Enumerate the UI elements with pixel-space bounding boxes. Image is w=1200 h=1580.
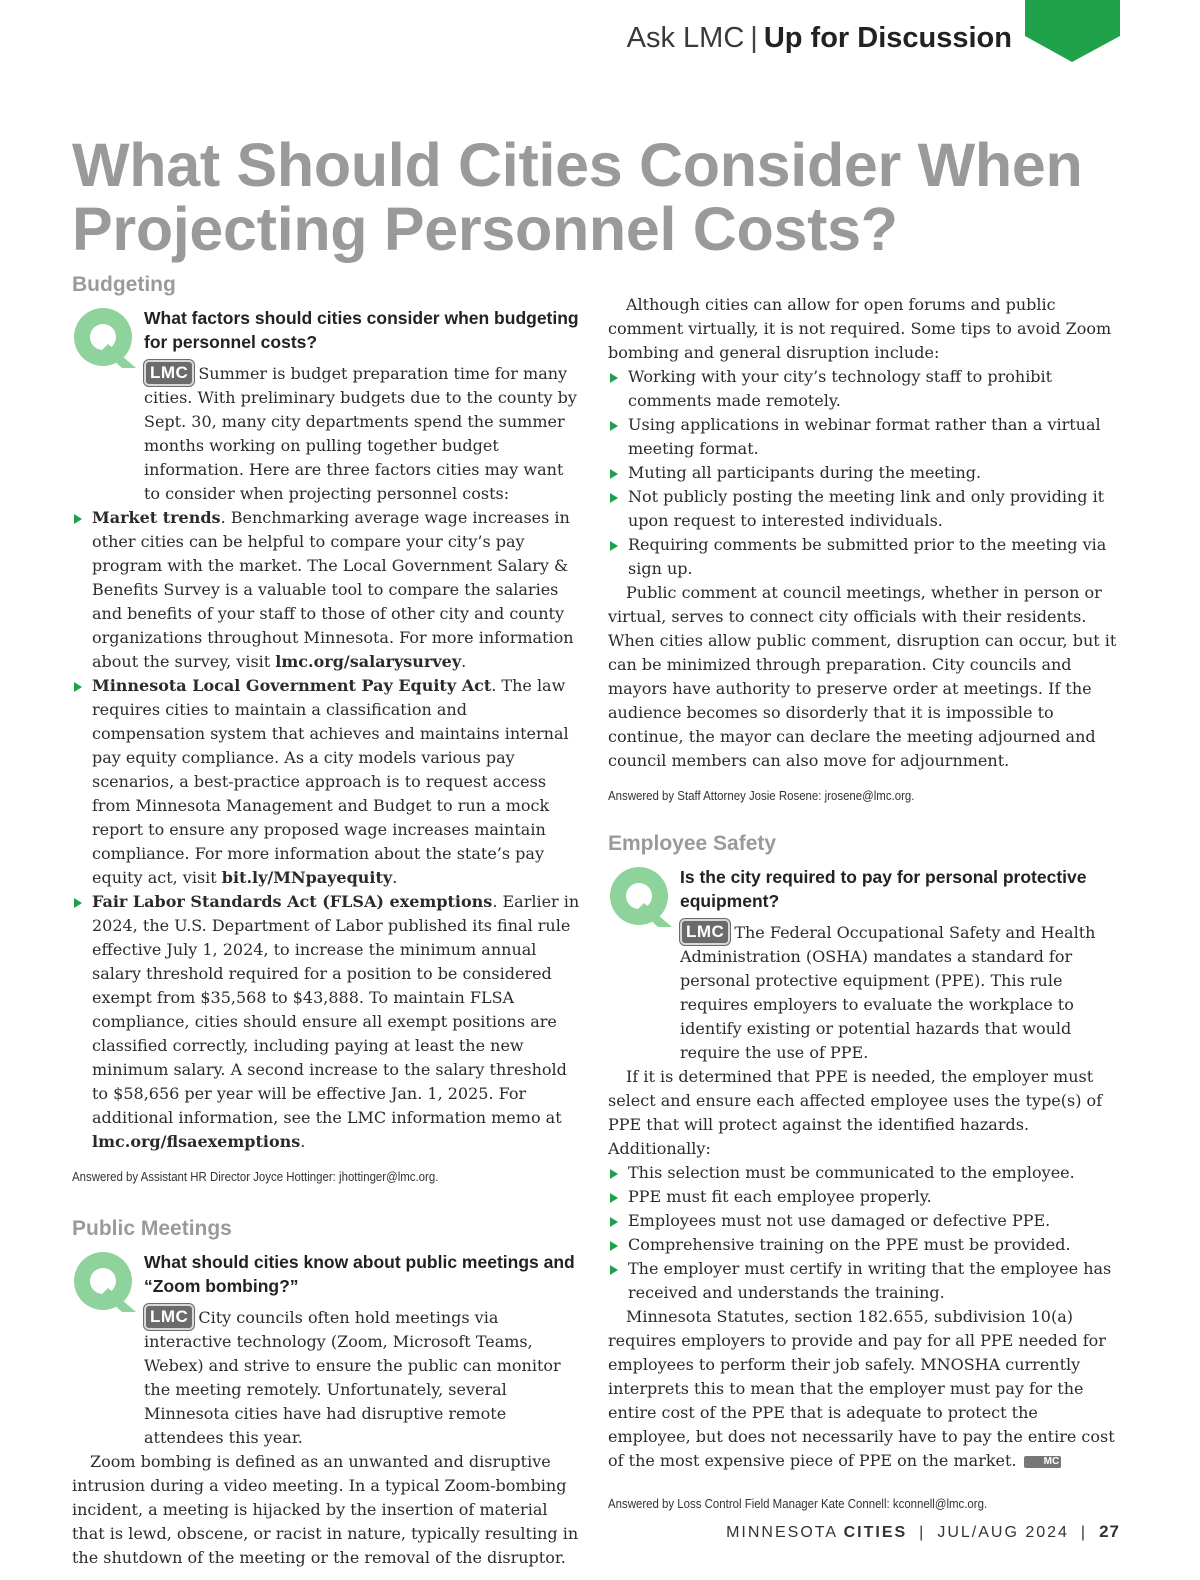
employee-safety-section <box>608 831 1120 1513</box>
budgeting-section <box>72 272 580 1186</box>
lmc-badge: LMC <box>144 1304 194 1330</box>
header-section: Ask LMC <box>626 22 745 54</box>
public-meetings-question-text: What should cities know about public meetings and “Zoom bombing?” <box>144 1252 575 1296</box>
list-item: Not publicly posting the meeting link and only providing it upon request to interested individuals. <box>608 485 1120 533</box>
end-mark-icon: MC <box>1024 1456 1062 1468</box>
budgeting-factors-list <box>72 506 580 1154</box>
employee-safety-title: Employee Safety <box>608 832 777 855</box>
list-item-end: . <box>461 652 467 671</box>
q-letter-icon <box>72 304 138 370</box>
public-meetings-section <box>72 1216 580 1570</box>
header-title: Up for Discussion <box>763 22 1012 54</box>
public-meetings-title: Public Meetings <box>72 1217 232 1240</box>
zoom-bombing-paragraph: Zoom bombing is defined as an unwanted and disruptive intrusion during a video meeting. In a typical Zoom-bombing incident, a meeting is hijacked by the insertion of material that is lewd, obscene, or racist in nature, typically resulting in the shutdown of the meeting or the removal of the disruptor. <box>72 1452 579 1567</box>
right-column <box>608 293 1120 1513</box>
budgeting-question <box>72 304 580 360</box>
list-item-end: . <box>300 1132 306 1151</box>
page-header <box>627 22 1012 55</box>
budgeting-answer <box>72 360 580 1154</box>
list-item-text: . Benchmarking average wage increases in other cities can be helpful to compare your city’s pay program with the market. The Local Government Salary & Benefits Survey is a valuable tool to compare the salaries and benefits of your staff to those of other city and county organizations throughout Minnesota. For more information about the survey, visit <box>92 508 574 671</box>
list-item <box>72 506 580 674</box>
q-letter-icon <box>608 863 674 929</box>
list-item <box>72 674 580 890</box>
footer-magazine-bold: CITIES <box>843 1524 908 1541</box>
employee-safety-answered-by: Answered by Loss Control Field Manager Kate Connell: kconnell@lmc.org. <box>608 1496 988 1511</box>
list-item-end: . <box>392 868 398 887</box>
list-item: The employer must certify in writing that the employee has received and understands the training. <box>608 1257 1120 1305</box>
list-item-term: Fair Labor Standards Act (FLSA) exemptions <box>92 892 493 911</box>
list-item: Using applications in webinar format rather than a virtual meeting format. <box>608 413 1120 461</box>
list-item: This selection must be communicated to the employee. <box>608 1161 1120 1185</box>
list-item: Muting all participants during the meeting. <box>608 461 1120 485</box>
q-letter-icon <box>72 1248 138 1314</box>
list-item: Requiring comments be submitted prior to the meeting via sign up. <box>608 533 1120 581</box>
budgeting-title: Budgeting <box>72 273 176 296</box>
mn-statutes-paragraph <box>608 1305 1120 1473</box>
list-item: Comprehensive training on the PPE must be provided. <box>608 1233 1120 1257</box>
list-item-term: Market trends <box>92 508 221 527</box>
footer-magazine-light: MINNESOTA <box>726 1524 838 1541</box>
list-item <box>72 890 580 1154</box>
salary-survey-link[interactable]: lmc.org/salarysurvey <box>275 652 462 671</box>
lmc-badge: LMC <box>680 919 730 945</box>
section-tab-icon <box>1025 0 1120 62</box>
public-meetings-lead: City councils often hold meetings via interactive technology (Zoom, Microsoft Teams, Webex) and strive to ensure the public can monitor the meeting remotely. Unfortunately, several Minnesota cities have had disruptive remote attendees this year. <box>144 1308 561 1447</box>
budgeting-question-text: What factors should cities consider when budgeting for personnel costs? <box>144 308 579 352</box>
budgeting-lead: Summer is budget preparation time for many cities. With preliminary budgets due to the county by Sept. 30, many city departments spend the summer months working on pulling together budget information. Here are three factors cities may want to consider when projecting personnel costs: <box>144 364 577 503</box>
employee-safety-lead: The Federal Occupational Safety and Health Administration (OSHA) mandates a standard for personal protective equipment (PPE). This rule requires employers to evaluate the workplace to identify existing or potential hazards that would require the use of PPE. <box>680 923 1096 1062</box>
list-item: Working with your city’s technology staff to prohibit comments made remotely. <box>608 365 1120 413</box>
footer-separator: | <box>1080 1524 1088 1541</box>
budgeting-answered-by: Answered by Assistant HR Director Joyce Hottinger: jhottinger@lmc.org. <box>72 1169 439 1184</box>
flsa-exemptions-link[interactable]: lmc.org/flsaexemptions <box>92 1132 301 1151</box>
public-meetings-answered-by: Answered by Staff Attorney Josie Rosene: jrosene@lmc.org. <box>608 788 915 803</box>
zoom-tips-list <box>608 365 1120 581</box>
employee-safety-question-text: Is the city required to pay for personal protective equipment? <box>680 867 1087 911</box>
employee-safety-question <box>608 863 1120 919</box>
open-forums-paragraph: Although cities can allow for open forums and public comment virtually, it is not required. Some tips to avoid Zoom bombing and general disruption include: <box>608 295 1112 362</box>
left-column <box>72 272 580 1570</box>
public-meetings-question <box>72 1248 580 1304</box>
public-comment-paragraph: Public comment at council meetings, whether in person or virtual, serves to connect city officials with their residents. When cities allow public comment, disruption can occur, but it can be minimized through preparation. City councils and mayors have authority to preserve order at meetings. If the audience becomes so disorderly that it is impossible to continue, the mayor can declare the meeting adjourned and council members can also move for adjournment. <box>608 583 1117 770</box>
public-meetings-answer <box>72 1304 580 1570</box>
page-footer <box>726 1522 1120 1542</box>
list-item: PPE must fit each employee properly. <box>608 1185 1120 1209</box>
mn-statutes-text: Minnesota Statutes, section 182.655, subdivision 10(a) requires employers to provide and pay for all PPE needed for employees to perform their job safely. MNOSHA currently interprets this to mean that the employer must pay for the entire cost of the PPE that is adequate to protect the employee, but does not necessarily have to pay the entire cost of the most expensive piece of PPE on the market. <box>608 1307 1115 1470</box>
list-item-term: Minnesota Local Government Pay Equity Act <box>92 676 492 695</box>
list-item-text: . Earlier in 2024, the U.S. Department of Labor published its final rule effective July 1, 2024, to increase the minimum annual salary threshold required for a position to be considered exempt from $35,568 to $43,888. To maintain FLSA compliance, cities should ensure all exempt positions are classified correctly, including paying at least the new minimum salary. A second increase to the salary threshold to $58,656 per year will be effective Jan. 1, 2025. For additional information, see the LMC information memo at <box>92 892 580 1127</box>
list-item: Employees must not use damaged or defective PPE. <box>608 1209 1120 1233</box>
footer-issue: JUL/AUG 2024 <box>937 1524 1069 1541</box>
pay-equity-link[interactable]: bit.ly/MNpayequity <box>221 868 393 887</box>
ppe-needed-paragraph: If it is determined that PPE is needed, the employer must select and ensure each affected employee uses the type(s) of PPE that will protect against the identified hazards. Additionally: <box>608 1067 1103 1158</box>
page-title: What Should Cities Consider When Projecting Personnel Costs? <box>72 131 1083 263</box>
ppe-requirements-list <box>608 1161 1120 1305</box>
lmc-badge: LMC <box>144 360 194 386</box>
page-number: 27 <box>1099 1522 1120 1541</box>
footer-separator: | <box>919 1524 926 1541</box>
header-separator: | <box>750 22 758 54</box>
list-item-text: . The law requires cities to maintain a classification and compensation system that achieves and maintains internal pay equity compliance. As a city models various pay scenarios, a best-practice approach is to request access from Minnesota Management and Budget to run a mock report to ensure any proposed wage increases maintain compliance. For more information about the state’s pay equity act, visit <box>92 676 569 887</box>
employee-safety-answer <box>608 919 1120 1473</box>
public-meetings-continued <box>608 293 1120 773</box>
